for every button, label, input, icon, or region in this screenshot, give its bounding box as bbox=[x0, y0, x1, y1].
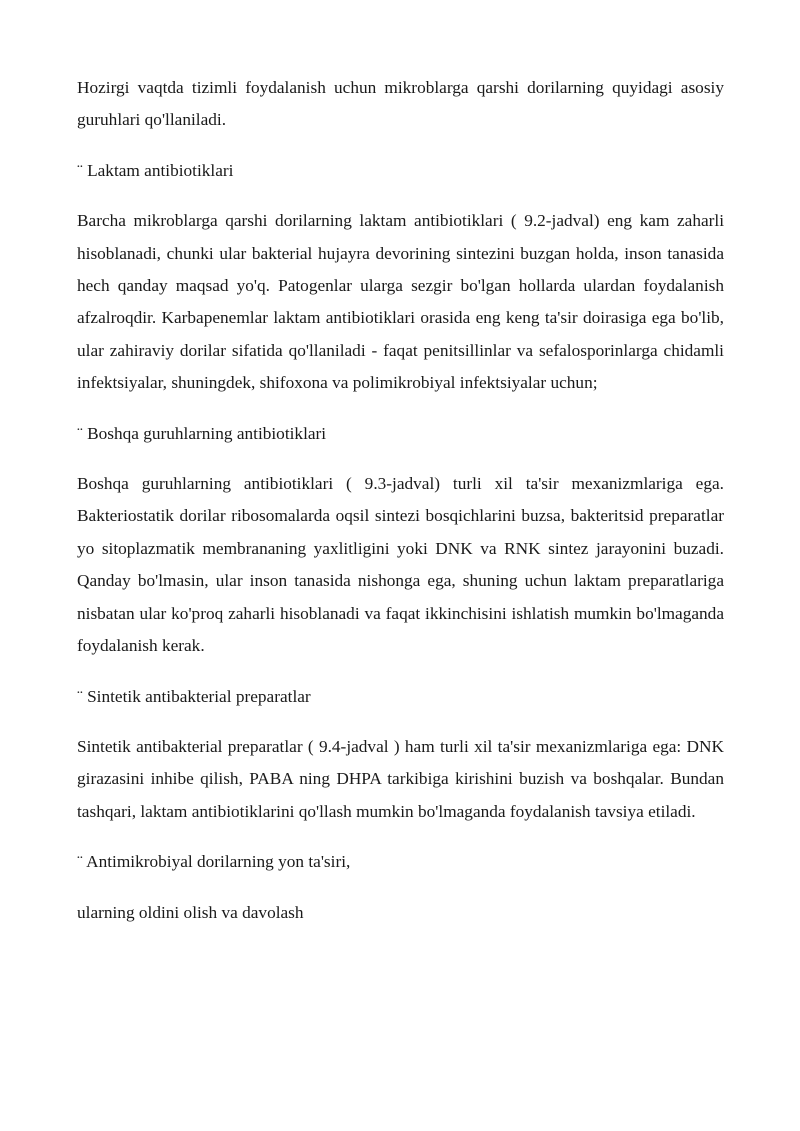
other-groups-paragraph: Boshqa guruhlarning antibiotiklari ( 9.3-jadval) turli xil ta'sir mexanizmlariga ega. Bakteriostatik dorilar ribosomalarda oqsil sintezi bosqichlarini buzsa, bakteritsid preparatlar yo sitoplazmatik membrananing yaxlitligini yoki DNK va RNK sintez jarayonini buzadi. Qanday bo'lmasin, ular inson tanasida nishonga ega, shuning uchun laktam preparatlariga nisbatan ular ko'proq zaharli hisoblanadi va faqat ikkinchisini ishlatish mumkin bo'lmaganda foydalanish kerak. bbox=[77, 474, 724, 656]
laktam-paragraph: Barcha mikroblarga qarshi dorilarning laktam antibiotiklari ( 9.2-jadval) eng kam zaharli hisoblanadi, chunki ular bakterial hujayra devorining sintezini buzgan holda, inson tanasida hech qanday maqsad yo'q. Patogenlar ularga sezgir bo'lgan hollarda ulardan foydalanish afzalroqdir. Karbapenemlar laktam antibiotiklari orasida eng keng ta'sir doirasiga ega bo'lib, ular zahiraviy dorilar sifatida qo'llaniladi - faqat penitsillinlar va sefalosporinlarga chidamli infektsiyalar, shuningdek, shifoxona va polimikrobiyal infektsiyalar uchun; bbox=[77, 211, 724, 393]
section-heading-side-effects: ¨ Antimikrobiyal dorilarning yon ta'siri, bbox=[77, 852, 351, 872]
intro-paragraph: Hozirgi vaqtda tizimli foydalanish uchun mikroblarga qarshi dorilarning quyidagi asosiy guruhlari qo'llaniladi. bbox=[77, 78, 724, 130]
section-heading-synthetic: ¨ Sintetik antibakterial preparatlar bbox=[77, 686, 311, 706]
side-effects-subtitle: ularning oldini olish va davolash bbox=[77, 902, 304, 922]
document-page bbox=[77, 72, 724, 929]
section-heading-other-groups: ¨ Boshqa guruhlarning antibiotiklari bbox=[77, 423, 327, 443]
section-heading-laktam: ¨ Laktam antibiotiklari bbox=[77, 160, 234, 180]
synthetic-paragraph: Sintetik antibakterial preparatlar ( 9.4-jadval ) ham turli xil ta'sir mexanizmlariga ega: DNK girazasini inhibe qilish, PABA ning DHPA tarkibiga kirishini buzish va boshqalar. Bundan tashqari, laktam antibiotiklarini qo'llash mumkin bo'lmaganda foydalanish tavsiya etiladi. bbox=[77, 736, 724, 821]
